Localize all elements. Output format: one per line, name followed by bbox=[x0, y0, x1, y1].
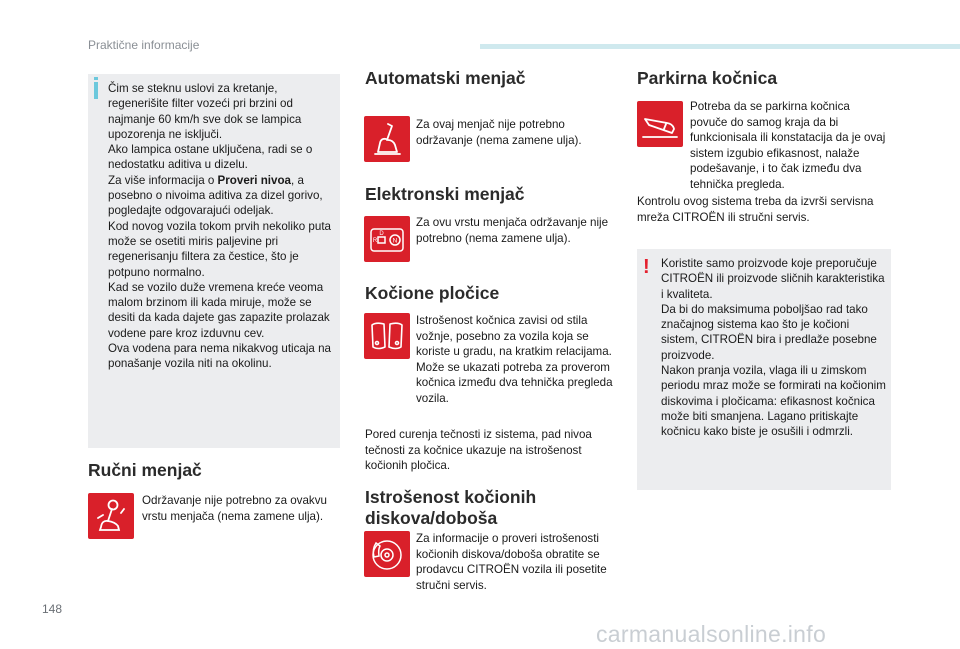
gear-label-r: R bbox=[372, 238, 378, 244]
manual-gear-lever-icon bbox=[88, 493, 134, 539]
manual-gearbox-heading: Ručni menjač bbox=[88, 460, 202, 480]
brake-pads-heading: Kočione pločice bbox=[365, 283, 500, 303]
warning-icon: ! bbox=[643, 256, 650, 278]
parking-brake-text: Potreba da se parkirna kočnica povuče do samog kraja da bi funkcionisala ili konstatacija da je ovaj sistem izgubio efikasnost, nalaže podešavanje, i to čak između dva tehnička pregleda. bbox=[690, 100, 886, 191]
parking-brake-lever-icon bbox=[637, 101, 683, 147]
header-accent-bar bbox=[480, 44, 960, 49]
info-icon bbox=[94, 82, 98, 99]
brake-disc-icon bbox=[364, 531, 410, 577]
page-number: 148 bbox=[42, 602, 63, 616]
gear-label-n: N bbox=[392, 237, 398, 245]
electronic-gear-selector-icon bbox=[364, 216, 410, 262]
info-text-bold: Proveri nivoa bbox=[217, 173, 292, 187]
electronic-gearbox-text: Za ovu vrstu menjača održavanje nije potrebno (nema zamene ulja). bbox=[416, 216, 609, 245]
brake-fluid-note: Pored curenja tečnosti iz sistema, pad nivoa tečnosti za kočnice ukazuje na istrošenost kočionih pločica. bbox=[365, 428, 592, 473]
warning-box-text: Koristite samo proizvode koje preporučuje CITROËN ili proizvode sličnih karakteristika i kvaliteta. Da bi do maksimuma poboljšao rad tako značajnog sistema kao što je kočioni sistem, CITROËN bira i predlaže posebne proizvode. Nakon pranja vozila, vlaga ili u zimskom periodu mraz može se formirati na kočionim diskovima i pločicama: efikasnost kočnica može biti smanjena. Lagano pritiskajte kočnicu kako biste je osušili i odmrzli. bbox=[661, 257, 886, 439]
section-title: Praktične informacije bbox=[88, 38, 200, 52]
watermark: carmanualsonline.info bbox=[596, 621, 827, 647]
brake-pads-text: Istrošenost kočnica zavisi od stila vožnje, posebno za vozila koja se koriste u gradu, na kratkim relacijama. Može se ukazati potreba za proverom kočnica između dva tehnička pregleda vozila. bbox=[416, 314, 613, 405]
electronic-gearbox-heading: Elektronski menjač bbox=[365, 184, 525, 204]
brake-pads-icon bbox=[364, 313, 410, 359]
gear-label-d: D bbox=[379, 231, 384, 237]
automatic-gearbox-text: Za ovaj menjač nije potrebno održavanje (nema zamene ulja). bbox=[416, 118, 582, 147]
automatic-gearbox-heading: Automatski menjač bbox=[365, 68, 526, 88]
info-box-text bbox=[108, 81, 334, 372]
info-text-part-1: Čim se steknu uslovi za kretanje, regenerišite filter vozeći pri brzini od najmanje 60 km/h sve dok se lampica upozorenja ne isključi. Ako lampica ostane uključena, radi se o nedostatku aditiva u dizelu. Za više informacija o bbox=[108, 82, 313, 187]
parking-brake-heading: Parkirna kočnica bbox=[637, 68, 778, 88]
info-text-part-2: , a posebno o nivoima aditiva za dizel gorivo, pogledajte odgovarajući odeljak. Kod novog vozila tokom prvih nekoliko puta može se osetiti miris paljevine pri regenerisanju filtera za čestice, što je potpuno normalno. Kad se vozilo duže vremena kreće veoma malom brzinom ili kada miruje, može se desiti da kada dajete gas zapazite prolazak vodene pare kroz izduvnu cev. Ova vodena para nema nikakvog uticaja na ponašanje vozila niti na okolinu. bbox=[108, 173, 331, 371]
manual-gearbox-text: Održavanje nije potrebno za ovakvu vrstu menjača (nema zamene ulja). bbox=[142, 494, 327, 523]
brake-discs-text: Za informacije o proveri istrošenosti kočionih diskova/doboša obratite se prodavcu CITROËN vozila ili posetite stručni servis. bbox=[416, 532, 607, 592]
automatic-gear-lever-icon bbox=[364, 116, 410, 162]
brake-discs-heading: Istrošenost kočionih diskova/doboša bbox=[365, 487, 537, 528]
parking-brake-note: Kontrolu ovog sistema treba da izvrši servisna mreža CITROËN ili stručni servis. bbox=[637, 195, 874, 224]
